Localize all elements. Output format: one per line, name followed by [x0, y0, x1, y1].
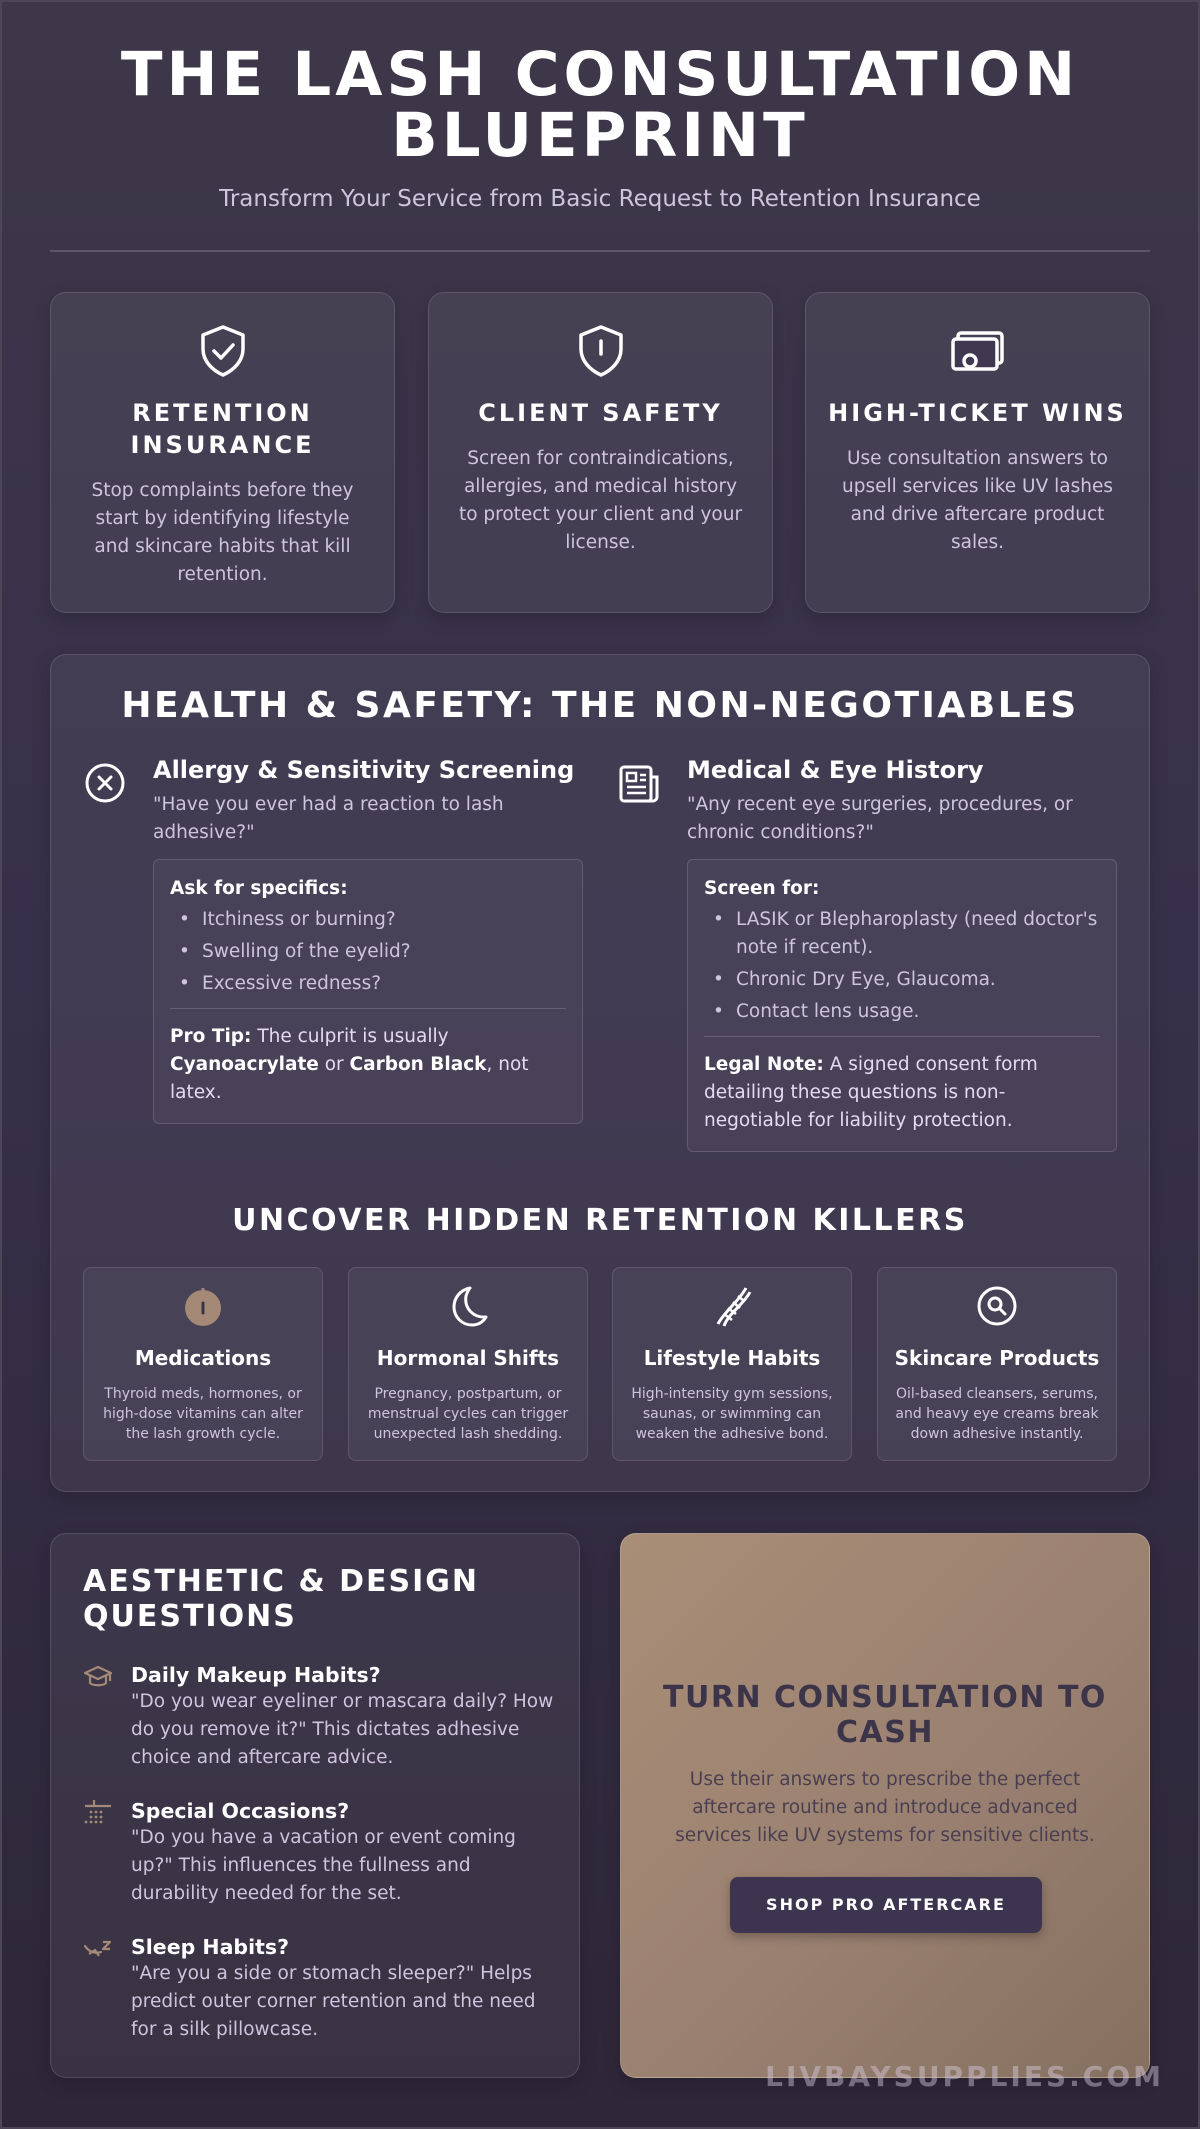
specifics-box: [153, 859, 583, 1124]
killer-card-skincare: [877, 1267, 1117, 1461]
header-divider: [50, 250, 1150, 252]
list-item: • Excessive redness?: [170, 970, 566, 998]
cta-text: Use their answers to prescribe the perfect aftercare routine and introduce advanced services like UV systems for sensitive clients.: [675, 1769, 1095, 1846]
pro-tip: Pro Tip: The culprit is usually Cyanoacrylate or Carbon Black, not latex.: [170, 1026, 529, 1103]
item-text: "Do you wear eyeliner or mascara daily? How do you remove it?" This dictates adhesive choice and aftercare advice.: [131, 1691, 554, 1768]
cta-card: [620, 1533, 1150, 2078]
block-title: Allergy & Sensitivity Screening: [153, 756, 575, 784]
box-label: Ask for specifics:: [170, 878, 348, 899]
killer-title: Medications: [134, 1346, 272, 1370]
list-item: • Contact lens usage.: [704, 998, 1100, 1026]
block-quote: "Any recent eye surgeries, procedures, or chronic conditions?": [687, 794, 1073, 843]
pillar-title: HIGH-TICKET WINS: [828, 399, 1127, 427]
graduation-cap-icon: [83, 1662, 113, 1692]
retention-killers-title: UNCOVER HIDDEN RETENTION KILLERS: [232, 1203, 968, 1238]
shield-check-icon: [193, 321, 253, 381]
killer-text: Thyroid meds, hormones, or high-dose vitamins can alter the lash growth cycle.: [103, 1386, 303, 1442]
pill-icon: [181, 1284, 225, 1328]
pillar-text: Screen for contraindications, allergies, and medical history to protect your client and your license.: [458, 448, 743, 553]
list-item: • Itchiness or burning?: [170, 906, 566, 934]
pillar-card-safety: [428, 292, 773, 613]
money-icon: [948, 321, 1008, 381]
box-label: Screen for:: [704, 878, 820, 899]
pillar-card-high-ticket: [805, 292, 1150, 613]
search-icon: [975, 1284, 1019, 1328]
section-title: AESTHETIC & DESIGN QUESTIONS: [83, 1564, 479, 1634]
aesthetic-section: [50, 1533, 580, 2078]
block-title: Medical & Eye History: [687, 756, 984, 784]
killer-card-medications: [83, 1267, 323, 1461]
watermark: LIVBAYSUPPLIES.COM: [765, 2060, 1164, 2093]
health-safety-section: [50, 654, 1150, 1492]
block-quote: "Have you ever had a reaction to lash adhesive?": [153, 794, 504, 843]
killer-text: Oil-based cleansers, serums, and heavy eye creams break down adhesive instantly.: [895, 1386, 1099, 1442]
item-text: "Do you have a vacation or event coming up?" This influences the fullness and durability needed for the set.: [131, 1827, 516, 1904]
list-item: • Swelling of the eyelid?: [170, 938, 566, 966]
x-circle-icon: [83, 761, 127, 805]
page-subtitle: Transform Your Service from Basic Request to Retention Insurance: [219, 186, 981, 212]
item-title: Sleep Habits?: [131, 1935, 289, 1959]
list-item: • Chronic Dry Eye, Glaucoma.: [704, 966, 1100, 994]
page-title: THE LASH CONSULTATION BLUEPRINT: [120, 39, 1080, 171]
shop-aftercare-button[interactable]: SHOP PRO AFTERCARE: [730, 1877, 1042, 1933]
list-item: • LASIK or Blepharoplasty (need doctor's note if recent).: [704, 906, 1100, 962]
pillar-title: RETENTION INSURANCE: [130, 399, 315, 459]
killer-title: Hormonal Shifts: [376, 1346, 560, 1370]
killer-text: Pregnancy, postpartum, or menstrual cycles can trigger unexpected lash shedding.: [367, 1386, 569, 1442]
killer-text: High-intensity gym sessions, saunas, or swimming can weaken the adhesive bond.: [631, 1386, 833, 1442]
pillar-text: Use consultation answers to upsell services like UV lashes and drive aftercare product sales.: [842, 448, 1113, 553]
pillar-text: Stop complaints before they start by identifying lifestyle and skincare habits that kill retention.: [91, 480, 354, 585]
dna-icon: [710, 1284, 754, 1328]
cta-title: TURN CONSULTATION TO CASH: [663, 1680, 1107, 1750]
sleep-icon: [83, 1934, 113, 1964]
document-icon: [617, 761, 661, 805]
legal-note: Legal Note: A signed consent form detailing these questions is non-negotiable for liability protection.: [704, 1054, 1038, 1131]
pillar-card-retention: [50, 292, 395, 613]
item-title: Daily Makeup Habits?: [131, 1663, 381, 1687]
killer-card-lifestyle: [612, 1267, 852, 1461]
screen-for-box: [687, 859, 1117, 1152]
killer-card-hormonal: [348, 1267, 588, 1461]
killer-title: Skincare Products: [894, 1346, 1100, 1370]
item-text: "Are you a side or stomach sleeper?" Helps predict outer corner retention and the need for a silk pillowcase.: [131, 1963, 536, 2040]
pillar-title: CLIENT SAFETY: [478, 399, 723, 427]
item-title: Special Occasions?: [131, 1799, 350, 1823]
shower-icon: [83, 1798, 113, 1828]
section-title: HEALTH & SAFETY: THE NON-NEGOTIABLES: [121, 685, 1079, 726]
moon-icon: [446, 1284, 490, 1328]
shield-alert-icon: [571, 321, 631, 381]
killer-title: Lifestyle Habits: [643, 1346, 821, 1370]
